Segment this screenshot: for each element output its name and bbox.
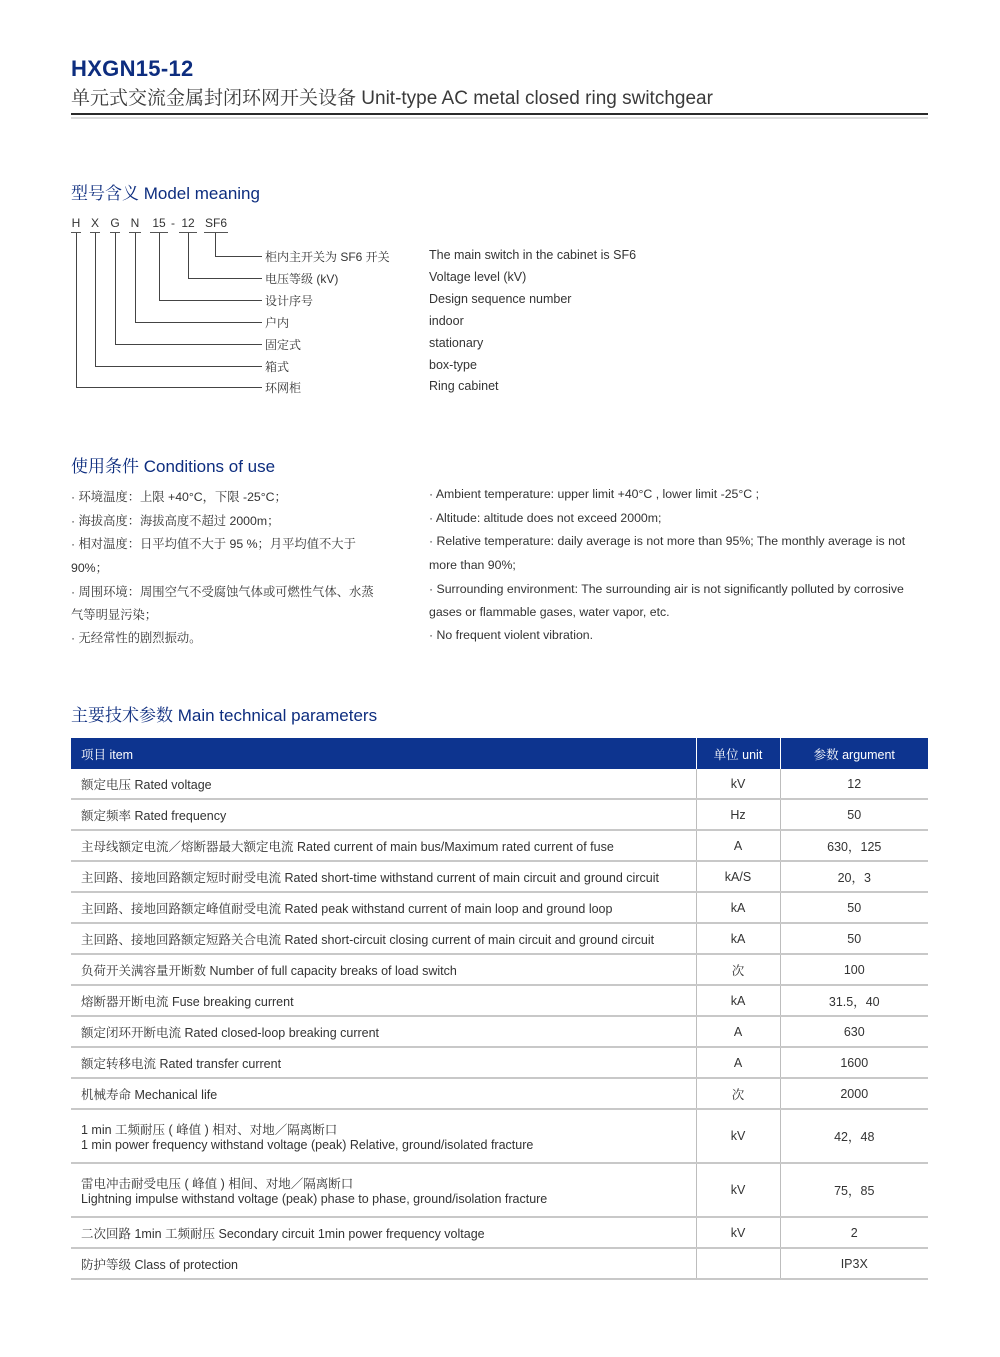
cell-unit: kA/S (696, 861, 780, 892)
condition-cn-line: · 环境温度：上限 +40°C，下限 -25°C； (71, 490, 287, 504)
cell-argument: IP3X (780, 1248, 928, 1279)
parameters-table (71, 738, 928, 1280)
cell-item (71, 1163, 696, 1217)
table-row (71, 1109, 928, 1163)
cell-argument: 50 (780, 892, 928, 923)
table-row (71, 830, 928, 861)
connector-line (215, 233, 216, 257)
header-divider (71, 113, 928, 115)
cell-item: 主回路、接地回路额定短时耐受电流 Rated short-time withstand current of main circuit and ground circuit (71, 861, 696, 892)
meaning-cn: 箱式 (265, 360, 290, 374)
meaning-en: Ring cabinet (429, 379, 499, 393)
cell-item: 二次回路 1min 工频耐压 Secondary circuit 1min power frequency voltage (71, 1217, 696, 1248)
cell-item: 额定频率 Rated frequency (71, 799, 696, 830)
connector-line (188, 233, 189, 279)
cell-item: 负荷开关满容量开断数 Number of full capacity breaks of load switch (71, 954, 696, 985)
meaning-cn: 环网柜 (265, 381, 302, 395)
cell-item: 额定闭环开断电流 Rated closed-loop breaking current (71, 1016, 696, 1047)
cell-item-cn: 1 min 工频耐压 ( 峰值 ) 相对、对地／隔离断口 (81, 1123, 338, 1137)
cell-item: 主回路、接地回路额定短路关合电流 Rated short-circuit closing current of main circuit and ground circuit (71, 923, 696, 954)
code-part-15: 15 (152, 216, 166, 230)
meaning-cn: 柜内主开关为 SF6 开关 (265, 250, 390, 264)
condition-en-line: gases or flammable gases, water vapor, etc. (429, 605, 670, 619)
condition-en-line: · Surrounding environment: The surrounding air is not significantly polluted by corrosive (429, 582, 904, 596)
cell-item: 额定转移电流 Rated transfer current (71, 1047, 696, 1078)
cell-argument: 100 (780, 954, 928, 985)
conditions-heading: 使用条件 Conditions of use (71, 457, 276, 476)
page-title: HXGN15-12 (71, 56, 194, 81)
meaning-cn: 电压等级 (kV) (265, 272, 339, 286)
code-part-dash: - (171, 216, 175, 230)
meaning-cn: 设计序号 (265, 294, 314, 308)
cell-item: 熔断器开断电流 Fuse breaking current (71, 985, 696, 1016)
cell-unit: A (696, 830, 780, 861)
connector-line (95, 233, 96, 367)
cell-item: 机械寿命 Mechanical life (71, 1078, 696, 1109)
meaning-en: The main switch in the cabinet is SF6 (429, 248, 637, 262)
condition-en-line: · Ambient temperature: upper limit +40°C , lower limit -25°C ; (429, 487, 760, 501)
condition-cn-line: · 无经常性的剧烈振动。 (71, 631, 202, 645)
cell-item-en: Lightning impulse withstand voltage (peak) phase to phase, ground/isolation fracture (81, 1192, 548, 1206)
connector-line (159, 300, 262, 301)
cell-item: 额定电压 Rated voltage (71, 769, 696, 799)
cell-argument: 31.5，40 (780, 985, 928, 1016)
cell-item-cn: 雷电冲击耐受电压 ( 峰值 ) 相间、对地／隔离断口 (81, 1177, 354, 1191)
cell-argument: 2000 (780, 1078, 928, 1109)
code-part-sf6: SF6 (204, 216, 227, 230)
connector-line (135, 233, 136, 323)
cell-unit: A (696, 1016, 780, 1047)
meaning-cn: 固定式 (265, 338, 302, 352)
header-divider-light (71, 117, 928, 119)
page-subtitle: 单元式交流金属封闭环网开关设备 Unit-type AC metal closed ring switchgear (71, 88, 713, 109)
model-meaning-heading: 型号含义 Model meaning (71, 184, 260, 203)
meaning-en: indoor (429, 314, 464, 328)
cell-unit (696, 1248, 780, 1279)
cell-unit: kV (696, 1109, 780, 1163)
table-row (71, 954, 928, 985)
connector-line (159, 233, 160, 301)
table-row (71, 1217, 928, 1248)
code-part-12: 12 (181, 216, 195, 230)
table-row (71, 923, 928, 954)
cell-item: 主回路、接地回路额定峰值耐受电流 Rated peak withstand current of main loop and ground loop (71, 892, 696, 923)
parameters-heading: 主要技术参数 Main technical parameters (71, 706, 378, 725)
cell-unit: kV (696, 1217, 780, 1248)
cell-argument: 12 (780, 769, 928, 799)
meaning-en: box-type (429, 358, 477, 372)
code-part-g: G (110, 216, 120, 230)
table-row (71, 799, 928, 830)
code-underline (204, 232, 228, 233)
column-header-item: 项目 item (71, 738, 696, 769)
cell-unit: 次 (696, 954, 780, 985)
condition-en-line: more than 90%; (429, 558, 516, 572)
condition-en-line: · Relative temperature: daily average is not more than 95%; The monthly average is not (429, 534, 906, 548)
cell-unit: A (696, 1047, 780, 1078)
meaning-en: stationary (429, 336, 484, 350)
condition-en-line: · Altitude: altitude does not exceed 2000m; (429, 511, 662, 525)
table-row (71, 985, 928, 1016)
table-row (71, 1016, 928, 1047)
condition-en-line: · No frequent violent vibration. (429, 628, 594, 642)
code-part-n: N (130, 216, 140, 230)
connector-line (188, 278, 262, 279)
table-header-row (71, 738, 928, 769)
cell-argument: 75，85 (780, 1163, 928, 1217)
table-row (71, 1047, 928, 1078)
cell-argument: 630，125 (780, 830, 928, 861)
condition-cn-line: · 海拔高度：海拔高度不超过 2000m； (71, 514, 280, 528)
cell-unit: kA (696, 923, 780, 954)
meaning-cn: 户内 (265, 316, 290, 330)
condition-cn-line: 90%； (71, 561, 108, 575)
cell-argument: 2 (780, 1217, 928, 1248)
connector-line (215, 256, 262, 257)
column-header-argument: 参数 argument (780, 738, 928, 769)
cell-unit: kV (696, 1163, 780, 1217)
cell-item: 防护等级 Class of protection (71, 1248, 696, 1279)
code-part-h: H (71, 216, 81, 230)
connector-line (76, 387, 262, 388)
connector-line (76, 233, 77, 388)
cell-item (71, 1109, 696, 1163)
column-header-unit: 单位 unit (696, 738, 780, 769)
cell-unit: Hz (696, 799, 780, 830)
cell-argument: 42，48 (780, 1109, 928, 1163)
cell-unit: 次 (696, 1078, 780, 1109)
cell-unit: kA (696, 985, 780, 1016)
cell-item-en: 1 min power frequency withstand voltage (peak) Relative, ground/isolated fracture (81, 1138, 534, 1152)
connector-line (95, 366, 262, 367)
table-row (71, 1078, 928, 1109)
meaning-en: Design sequence number (429, 292, 572, 306)
condition-cn-line: · 周围环境：周围空气不受腐蚀气体或可燃性气体、水蒸 (71, 585, 374, 599)
table-row (71, 861, 928, 892)
table-row (71, 1163, 928, 1217)
table-row (71, 1248, 928, 1279)
table-row (71, 892, 928, 923)
cell-argument: 50 (780, 799, 928, 830)
cell-unit: kV (696, 769, 780, 799)
cell-argument: 50 (780, 923, 928, 954)
cell-argument: 20，3 (780, 861, 928, 892)
cell-argument: 630 (780, 1016, 928, 1047)
condition-cn-line: · 相对温度：日平均值不大于 95 %；月平均值不大于 (71, 537, 356, 551)
code-part-x: X (90, 216, 99, 230)
connector-line (135, 322, 262, 323)
connector-line (115, 344, 262, 345)
condition-cn-line: 气等明显污染； (71, 608, 158, 622)
table-row (71, 769, 928, 799)
meaning-en: Voltage level (kV) (429, 270, 527, 284)
cell-item: 主母线额定电流／熔断器最大额定电流 Rated current of main bus/Maximum rated current of fuse (71, 830, 696, 861)
cell-argument: 1600 (780, 1047, 928, 1078)
connector-line (115, 233, 116, 345)
cell-unit: kA (696, 892, 780, 923)
